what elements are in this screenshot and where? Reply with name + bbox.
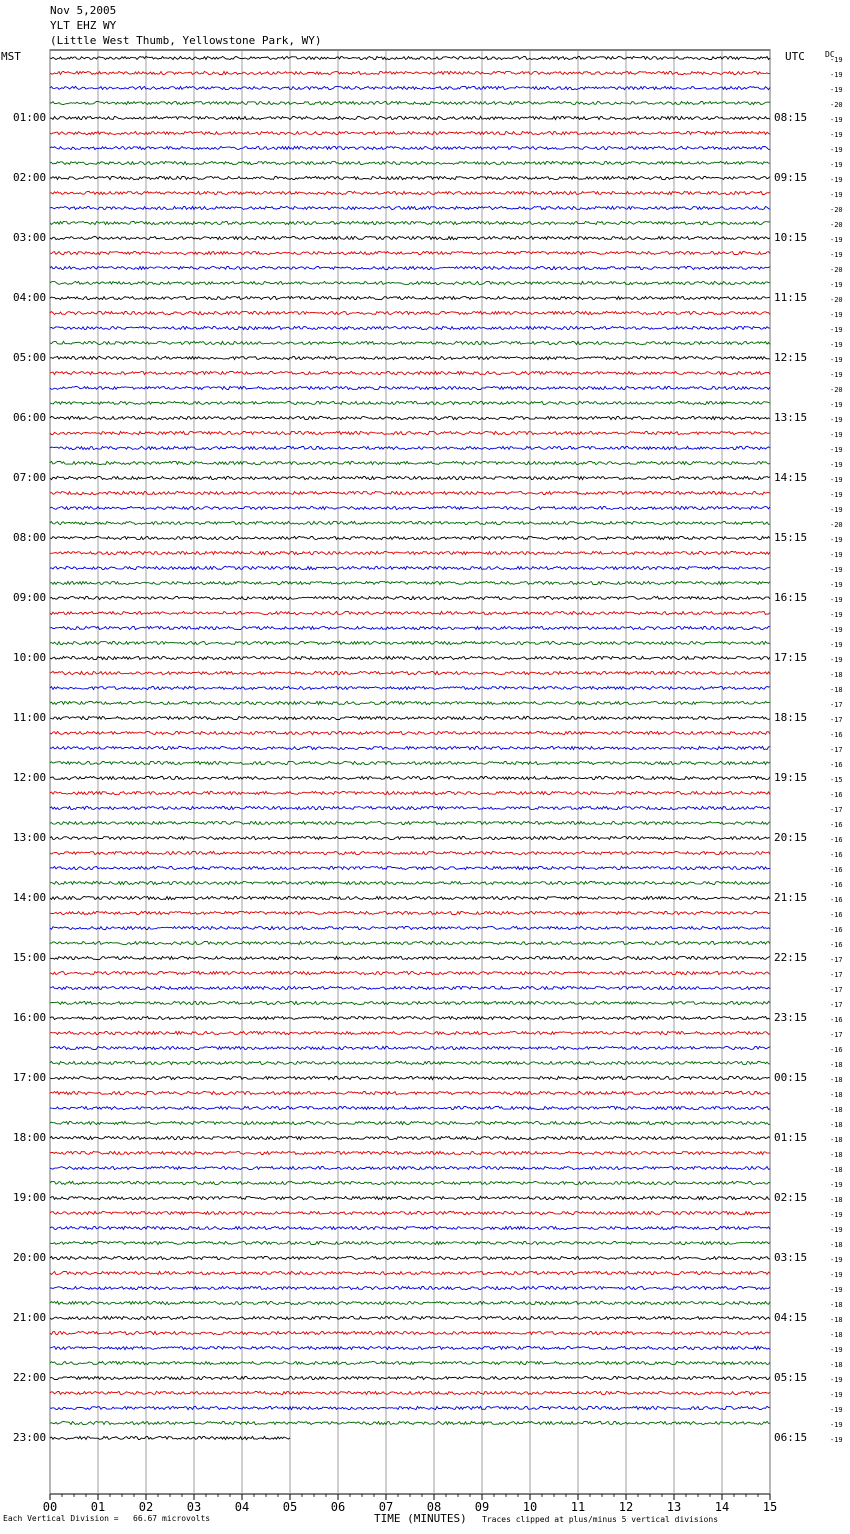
dc-offset-label: -20 bbox=[830, 296, 843, 304]
dc-offset-label: -19 bbox=[830, 371, 843, 379]
left-time-label: 15:00 bbox=[13, 951, 47, 964]
seismic-trace bbox=[50, 821, 770, 824]
seismic-trace bbox=[50, 191, 770, 194]
right-time-label: 02:15 bbox=[774, 1191, 808, 1204]
seismic-trace bbox=[50, 1196, 770, 1199]
seismic-trace bbox=[50, 101, 770, 104]
dc-offset-label: -19 bbox=[830, 1436, 843, 1444]
seismic-trace bbox=[50, 806, 770, 809]
seismic-trace bbox=[50, 986, 770, 989]
seismic-trace bbox=[50, 491, 770, 494]
seismic-trace bbox=[50, 611, 770, 614]
dc-offset-label: -20 bbox=[830, 206, 843, 214]
dc-offset-label: -19 bbox=[830, 251, 843, 259]
dc-offset-label: -17 bbox=[830, 1001, 843, 1009]
dc-offset-label: -19 bbox=[830, 596, 843, 604]
scale-note: Each Vertical Division = 66.67 microvolts bbox=[3, 1514, 211, 1523]
dc-offset-label: -17 bbox=[830, 701, 843, 709]
dc-offset-label: -17 bbox=[830, 746, 843, 754]
left-time-label: 23:00 bbox=[13, 1431, 47, 1444]
seismic-trace bbox=[50, 341, 770, 344]
dc-offset-label: -18 bbox=[830, 1166, 843, 1174]
seismic-trace bbox=[50, 386, 770, 389]
seismic-trace bbox=[50, 1346, 770, 1349]
dc-offset-label: -18 bbox=[830, 1106, 843, 1114]
seismic-trace bbox=[50, 56, 770, 59]
dc-offset-label: -19 bbox=[830, 131, 843, 139]
x-tick-label: 15 bbox=[762, 1500, 778, 1514]
right-time-label: 18:15 bbox=[774, 711, 808, 724]
x-tick-label: 02 bbox=[138, 1500, 154, 1514]
seismic-trace bbox=[50, 1421, 770, 1424]
x-tick-label: 14 bbox=[714, 1500, 730, 1514]
seismic-trace bbox=[50, 1256, 770, 1259]
x-tick-label: 00 bbox=[42, 1500, 58, 1514]
dc-offset-label: -19 bbox=[830, 236, 843, 244]
seismic-trace bbox=[50, 1361, 770, 1364]
seismic-trace bbox=[50, 401, 770, 404]
seismic-trace bbox=[50, 431, 770, 434]
clip-note: Traces clipped at plus/minus 5 vertical divisions bbox=[482, 1515, 719, 1524]
dc-offset-label: -19 bbox=[830, 1406, 843, 1414]
dc-offset-label: -19 bbox=[830, 326, 843, 334]
seismic-trace bbox=[50, 776, 770, 779]
x-tick-label: 12 bbox=[618, 1500, 634, 1514]
left-time-label: 02:00 bbox=[13, 171, 47, 184]
seismic-trace bbox=[50, 671, 770, 674]
dc-offset-label: -19 bbox=[830, 116, 843, 124]
dc-offset-label: -17 bbox=[830, 806, 843, 814]
dc-offset-label: -18 bbox=[830, 1331, 843, 1339]
seismic-trace bbox=[50, 236, 770, 239]
utc-label: UTC bbox=[785, 50, 805, 63]
seismic-trace bbox=[50, 1286, 770, 1289]
dc-offset-label: -19 bbox=[830, 611, 843, 619]
dc-offset-label: -16 bbox=[830, 896, 843, 904]
dc-offset-label: -19 bbox=[830, 341, 843, 349]
right-time-label: 19:15 bbox=[774, 771, 808, 784]
right-time-label: 00:15 bbox=[774, 1071, 808, 1084]
seismic-trace bbox=[50, 1121, 770, 1124]
x-tick-label: 05 bbox=[282, 1500, 298, 1514]
dc-offset-label: -18 bbox=[830, 671, 843, 679]
right-time-label: 12:15 bbox=[774, 351, 808, 364]
dc-offset-label: -19 bbox=[830, 476, 843, 484]
seismic-trace bbox=[50, 551, 770, 554]
left-time-label: 20:00 bbox=[13, 1251, 47, 1264]
dc-offset-label: -19 bbox=[830, 1256, 843, 1264]
x-axis-title: TIME (MINUTES) bbox=[374, 1512, 467, 1525]
seismic-trace bbox=[50, 1301, 770, 1304]
dc-offset-label: -16 bbox=[830, 821, 843, 829]
right-time-label: 09:15 bbox=[774, 171, 808, 184]
dc-offset-label: -19 bbox=[830, 311, 843, 319]
seismic-trace bbox=[50, 1391, 770, 1394]
dc-offset-label: -19 bbox=[830, 491, 843, 499]
station-label: YLT EHZ WY bbox=[50, 19, 117, 32]
right-time-label: 08:15 bbox=[774, 111, 808, 124]
seismic-trace bbox=[50, 356, 770, 359]
seismic-trace bbox=[50, 521, 770, 524]
location-label: (Little West Thumb, Yellowstone Park, WY) bbox=[50, 34, 322, 47]
dc-offset-label: -20 bbox=[830, 101, 843, 109]
seismic-trace bbox=[50, 1181, 770, 1184]
seismic-trace bbox=[50, 296, 770, 299]
dc-offset-label: -18 bbox=[830, 1241, 843, 1249]
seismic-trace bbox=[50, 1166, 770, 1169]
seismic-trace bbox=[50, 626, 770, 629]
left-time-label: 05:00 bbox=[13, 351, 47, 364]
dc-offset-label: -19 bbox=[830, 176, 843, 184]
left-time-label: 04:00 bbox=[13, 291, 47, 304]
dc-offset-label: -18 bbox=[830, 1361, 843, 1369]
right-time-label: 10:15 bbox=[774, 231, 808, 244]
seismic-trace bbox=[50, 71, 770, 74]
seismic-trace bbox=[50, 761, 770, 764]
dc-offset-label: -20 bbox=[830, 266, 843, 274]
seismic-trace bbox=[50, 566, 770, 569]
seismic-trace bbox=[50, 866, 770, 869]
dc-offset-label: -19 bbox=[830, 641, 843, 649]
seismic-trace bbox=[50, 536, 770, 539]
seismic-trace bbox=[50, 956, 770, 959]
seismic-trace bbox=[50, 581, 770, 584]
seismic-trace bbox=[50, 911, 770, 914]
right-time-label: 16:15 bbox=[774, 591, 808, 604]
seismic-trace bbox=[50, 1331, 770, 1334]
seismic-trace bbox=[50, 1046, 770, 1049]
dc-offset-label: -15 bbox=[830, 776, 843, 784]
dc-offset-label: -19 bbox=[830, 461, 843, 469]
seismic-trace bbox=[50, 206, 770, 209]
dc-offset-label: -19 bbox=[830, 431, 843, 439]
seismic-trace bbox=[50, 371, 770, 374]
seismic-trace bbox=[50, 461, 770, 464]
x-tick-label: 07 bbox=[378, 1500, 394, 1514]
seismic-trace bbox=[50, 161, 770, 164]
seismic-trace bbox=[50, 326, 770, 329]
dc-offset-label: -19 bbox=[830, 56, 843, 64]
seismic-trace bbox=[50, 1016, 770, 1019]
left-time-label: 06:00 bbox=[13, 411, 47, 424]
dc-offset-label: -20 bbox=[830, 386, 843, 394]
left-time-label: 18:00 bbox=[13, 1131, 47, 1144]
dc-offset-label: -16 bbox=[830, 1046, 843, 1054]
right-time-label: 20:15 bbox=[774, 831, 808, 844]
right-time-label: 14:15 bbox=[774, 471, 808, 484]
seismic-trace bbox=[50, 251, 770, 254]
right-time-label: 03:15 bbox=[774, 1251, 808, 1264]
dc-offset-label: -19 bbox=[830, 1226, 843, 1234]
left-time-label: 21:00 bbox=[13, 1311, 47, 1324]
x-tick-label: 06 bbox=[330, 1500, 346, 1514]
dc-offset-label: -19 bbox=[830, 1271, 843, 1279]
seismic-trace bbox=[50, 131, 770, 134]
seismic-trace bbox=[50, 266, 770, 269]
dc-offset-label: -19 bbox=[830, 1181, 843, 1189]
left-time-label: 13:00 bbox=[13, 831, 47, 844]
dc-offset-label: -19 bbox=[830, 71, 843, 79]
left-time-label: 01:00 bbox=[13, 111, 47, 124]
seismic-trace bbox=[50, 686, 770, 689]
dc-offset-label: -16 bbox=[830, 866, 843, 874]
dc-offset-label: -19 bbox=[830, 551, 843, 559]
dc-offset-label: -16 bbox=[830, 836, 843, 844]
dc-offset-label: -17 bbox=[830, 1031, 843, 1039]
left-time-label: 11:00 bbox=[13, 711, 47, 724]
dc-offset-label: -18 bbox=[830, 1061, 843, 1069]
seismic-trace bbox=[50, 941, 770, 944]
seismic-trace bbox=[50, 1031, 770, 1034]
dc-offset-label: -18 bbox=[830, 1091, 843, 1099]
seismic-trace bbox=[50, 281, 770, 284]
seismic-trace bbox=[50, 116, 770, 119]
dc-offset-label: -16 bbox=[830, 761, 843, 769]
x-tick-label: 11 bbox=[570, 1500, 586, 1514]
dc-offset-label: -19 bbox=[830, 1391, 843, 1399]
seismic-trace bbox=[50, 1076, 770, 1079]
seismic-trace bbox=[50, 1001, 770, 1004]
seismic-trace bbox=[50, 1211, 770, 1214]
seismic-trace bbox=[50, 416, 770, 419]
seismic-trace bbox=[50, 1136, 770, 1139]
dc-offset-label: -16 bbox=[830, 911, 843, 919]
seismic-trace bbox=[50, 1241, 770, 1244]
seismic-trace bbox=[50, 926, 770, 929]
dc-offset-label: -18 bbox=[830, 1301, 843, 1309]
dc-label: DC bbox=[825, 50, 835, 59]
seismic-trace bbox=[50, 881, 770, 884]
dc-offset-label: -20 bbox=[830, 221, 843, 229]
seismic-trace bbox=[50, 221, 770, 224]
dc-offset-label: -19 bbox=[830, 146, 843, 154]
left-time-label: 12:00 bbox=[13, 771, 47, 784]
right-time-label: 04:15 bbox=[774, 1311, 808, 1324]
dc-offset-label: -19 bbox=[830, 626, 843, 634]
dc-offset-label: -17 bbox=[830, 956, 843, 964]
right-time-label: 22:15 bbox=[774, 951, 808, 964]
dc-offset-label: -18 bbox=[830, 1121, 843, 1129]
seismic-trace bbox=[50, 1406, 770, 1409]
right-time-label: 23:15 bbox=[774, 1011, 808, 1024]
seismic-trace bbox=[50, 791, 770, 794]
seismic-trace bbox=[50, 1316, 770, 1319]
dc-offset-label: -16 bbox=[830, 791, 843, 799]
seismic-trace bbox=[50, 146, 770, 149]
seismic-trace bbox=[50, 716, 770, 719]
dc-offset-label: -17 bbox=[830, 716, 843, 724]
left-time-label: 22:00 bbox=[13, 1371, 47, 1384]
left-time-label: 10:00 bbox=[13, 651, 47, 664]
dc-offset-label: -19 bbox=[830, 86, 843, 94]
right-time-label: 06:15 bbox=[774, 1431, 808, 1444]
dc-offset-label: -17 bbox=[830, 971, 843, 979]
dc-offset-label: -19 bbox=[830, 1211, 843, 1219]
seismic-trace bbox=[50, 851, 770, 854]
dc-offset-label: -19 bbox=[830, 506, 843, 514]
dc-offset-label: -16 bbox=[830, 851, 843, 859]
dc-offset-label: -19 bbox=[830, 281, 843, 289]
seismic-trace bbox=[50, 971, 770, 974]
dc-offset-label: -18 bbox=[830, 1136, 843, 1144]
seismic-trace bbox=[50, 701, 770, 704]
dc-offset-label: -16 bbox=[830, 881, 843, 889]
left-time-label: 03:00 bbox=[13, 231, 47, 244]
seismic-trace bbox=[50, 1106, 770, 1109]
right-time-label: 05:15 bbox=[774, 1371, 808, 1384]
seismic-trace bbox=[50, 656, 770, 659]
dc-offset-label: -18 bbox=[830, 686, 843, 694]
right-time-label: 11:15 bbox=[774, 291, 808, 304]
dc-offset-label: -16 bbox=[830, 731, 843, 739]
dc-offset-label: -19 bbox=[830, 161, 843, 169]
seismic-trace bbox=[50, 836, 770, 839]
dc-offset-label: -16 bbox=[830, 1016, 843, 1024]
right-time-label: 15:15 bbox=[774, 531, 808, 544]
seismic-trace bbox=[50, 1061, 770, 1064]
dc-offset-label: -20 bbox=[830, 521, 843, 529]
dc-offset-label: -18 bbox=[830, 1151, 843, 1159]
seismic-trace bbox=[50, 1091, 770, 1094]
seismic-trace bbox=[50, 896, 770, 899]
dc-offset-label: -19 bbox=[830, 416, 843, 424]
dc-offset-label: -19 bbox=[830, 1346, 843, 1354]
left-time-label: 14:00 bbox=[13, 891, 47, 904]
dc-offset-label: -18 bbox=[830, 1196, 843, 1204]
seismic-trace bbox=[50, 311, 770, 314]
dc-offset-label: -19 bbox=[830, 1421, 843, 1429]
x-tick-label: 08 bbox=[426, 1500, 442, 1514]
dc-offset-label: -19 bbox=[830, 581, 843, 589]
dc-offset-label: -18 bbox=[830, 1076, 843, 1084]
right-time-label: 21:15 bbox=[774, 891, 808, 904]
dc-offset-label: -19 bbox=[830, 1286, 843, 1294]
x-tick-label: 13 bbox=[666, 1500, 682, 1514]
seismic-trace bbox=[50, 731, 770, 734]
seismic-trace bbox=[50, 446, 770, 449]
mst-label: MST bbox=[1, 50, 21, 63]
seismic-trace bbox=[50, 1226, 770, 1229]
left-time-label: 08:00 bbox=[13, 531, 47, 544]
seismic-trace bbox=[50, 86, 770, 89]
seismic-trace bbox=[50, 1151, 770, 1154]
left-time-label: 19:00 bbox=[13, 1191, 47, 1204]
right-time-label: 17:15 bbox=[774, 651, 808, 664]
dc-offset-label: -19 bbox=[830, 401, 843, 409]
dc-offset-label: -19 bbox=[830, 656, 843, 664]
x-tick-label: 09 bbox=[474, 1500, 490, 1514]
x-tick-label: 10 bbox=[522, 1500, 538, 1514]
seismic-trace bbox=[50, 641, 770, 644]
dc-offset-label: -19 bbox=[830, 1376, 843, 1384]
right-time-label: 01:15 bbox=[774, 1131, 808, 1144]
dc-offset-label: -17 bbox=[830, 986, 843, 994]
x-tick-label: 01 bbox=[90, 1500, 106, 1514]
seismic-trace bbox=[50, 506, 770, 509]
left-time-label: 07:00 bbox=[13, 471, 47, 484]
seismic-trace bbox=[50, 176, 770, 179]
left-time-label: 09:00 bbox=[13, 591, 47, 604]
left-time-label: 17:00 bbox=[13, 1071, 47, 1084]
dc-offset-label: -19 bbox=[830, 536, 843, 544]
date-label: Nov 5,2005 bbox=[50, 4, 117, 17]
seismic-trace bbox=[50, 1436, 290, 1439]
dc-offset-label: -19 bbox=[830, 356, 843, 364]
seismic-trace bbox=[50, 476, 770, 479]
x-tick-label: 04 bbox=[234, 1500, 250, 1514]
x-tick-label: 03 bbox=[186, 1500, 202, 1514]
dc-offset-label: -19 bbox=[830, 191, 843, 199]
right-time-label: 13:15 bbox=[774, 411, 808, 424]
left-time-label: 16:00 bbox=[13, 1011, 47, 1024]
seismic-trace bbox=[50, 1376, 770, 1379]
dc-offset-label: -18 bbox=[830, 1316, 843, 1324]
dc-offset-label: -19 bbox=[830, 446, 843, 454]
dc-offset-label: -19 bbox=[830, 566, 843, 574]
dc-offset-label: -16 bbox=[830, 926, 843, 934]
seismic-trace bbox=[50, 746, 770, 749]
seismic-trace bbox=[50, 1271, 770, 1274]
dc-offset-label: -16 bbox=[830, 941, 843, 949]
seismic-trace bbox=[50, 596, 770, 599]
